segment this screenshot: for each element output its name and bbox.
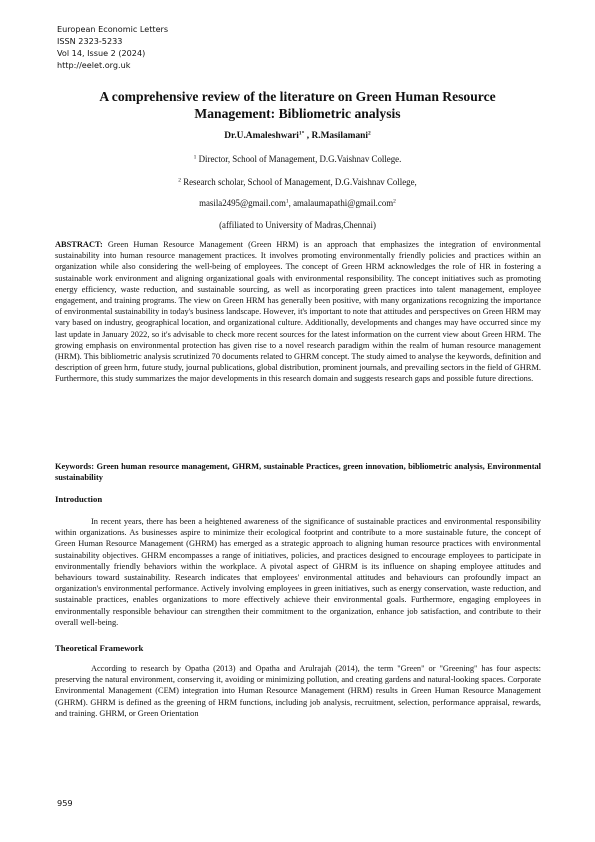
email-separator: , [288,198,294,208]
affiliation-1-marker: 1 [193,154,197,161]
author-2-marker: 2 [367,130,371,137]
author-1-marker: 1* [298,130,305,137]
keywords-paragraph: Keywords: Green human resource management, GHRM, sustainable Practices, green innovation, bibliometric analysis, Environmental sustainability [55,462,541,483]
affiliation-3: (affiliated to University of Madras,Chennai) [219,220,376,230]
email-1: masila2495@gmail.com [199,198,286,208]
author-2: R.Masilamani [311,131,368,141]
journal-url: http://eelet.org.uk [57,59,131,70]
affiliation-2-text: Research scholar, School of Management, D.G.Vaishnav College, [180,177,417,187]
affiliation-1 [52,154,543,165]
affiliation-2-marker: 2 [178,177,181,184]
email-2: amalaumapathi@gmail.com [293,198,394,208]
affiliation-2 [52,177,543,188]
theoretical-framework-paragraph: According to research by Opatha (2013) and Opatha and Arulrajah (2014), the term "Green" or "Greening" has four aspects: preserving the natural environment, conserving it, avoiding or minimizing pollution, and creating gardens and natural-looking spaces. Corporate Environmental Management (CEM) integration into Human Resource Management (HRM) results in Green Human Resource Management (GHRM). GHRM is defined as the greening of HRM functions, including job analysis, recruitment, selection, performance appraisal, rewards, and training. GHRM, or Green Orientation [55,664,541,718]
email-line [52,198,543,209]
introduction-paragraph: In recent years, there has been a heightened awareness of the significance of sustainable practices and environmental responsibility within organizations. As businesses aspire to minimize their ecological footprint and contribute to a more sustainable future, the concept of Green Human Resource Management (GHRM) has emerged as a strategic approach to aligning human resource practices with environmental sustainability objectives. GHRM encompasses a range of initiatives, policies, and practices designed to encourage employees to participate in environmentally friendly behaviors within the workplace. A pivotal aspect of GHRM is its influence on shaping employee attitudes and behaviours toward sustainability. Research indicates that employees' environmental attitudes and behaviours can profoundly impact an organization's environmental performance. Actively involving employees in green initiatives, such as energy conservation, waste reduction, and sustainable practices, enables organizations to more effectively achieve their environmental goals. Furthermore, engaging employees in environmentally responsible behaviour can strengthen their commitment to the organization, enhance job satisfaction, and contribute to their overall well-being. [55,517,541,627]
author-separator: , [304,131,312,141]
journal-issn: ISSN 2323-5233 [57,35,123,46]
theoretical-framework-heading: Theoretical Framework [55,643,144,653]
abstract-text: Green Human Resource Management (Green HRM) is an approach that emphasizes the integration of environmental sustainability into human resource management practices. It involves promoting environmentally friendly policies and practices within an organization while also considering the well-being of employees. The concept of Green HRM acknowledges the role of HR in fostering a sustainable work environment and aligning organizational goals with environmental responsibility. The concept initiatives such as promoting energy efficiency, waste reduction, and sustainable sourcing, as well as incorporating green practices into talent management, employee engagement, and training programs. The view on Green HRM has generally been positive, with many organizations recognizing the importance of environmental sustainability in today's business landscape. However, it's important to note that attitudes and perspectives on Green HRM may vary based on industry, geographical location, and organizational culture. Additionally, developments and changes may have occurred since my last update in January 2022, so it's advisable to check more recent sources for the latest information on the current view about Green HRM. The growing emphasis on environmental protection has given rise to a novel research paradigm within the realm of human resource management (HRM). This bibliometric analysis scrutinized 70 documents related to GHRM concept. The study aimed to analyse the keywords, definition and description of green hrm, future study, journal publications, global distribution, prominent journals, and prevailing sectors in the field of GHRM. Furthermore, this study summarizes the major developments in this research domain and suggests research gaps and possible future directions. [55,240,541,384]
journal-header [57,24,168,72]
journal-volume: Vol 14, Issue 2 (2024) [57,47,146,58]
author-1: Dr.U.Amaleshwari [224,131,299,141]
author-line [52,131,543,142]
email-1-marker: 1 [285,198,289,205]
journal-name: European Economic Letters [57,24,169,34]
paper-title: A comprehensive review of the literature on Green Human Resource Management: Bibliometric analysis [99,89,496,121]
affiliation-1-text: Director, School of Management, D.G.Vaishnav College. [196,154,402,164]
introduction-heading: Introduction [55,494,103,504]
abstract-paragraph [55,239,541,385]
abstract-label: ABSTRACT: [55,240,103,249]
email-2-marker: 2 [393,198,396,205]
page-number: 959 [57,798,73,808]
